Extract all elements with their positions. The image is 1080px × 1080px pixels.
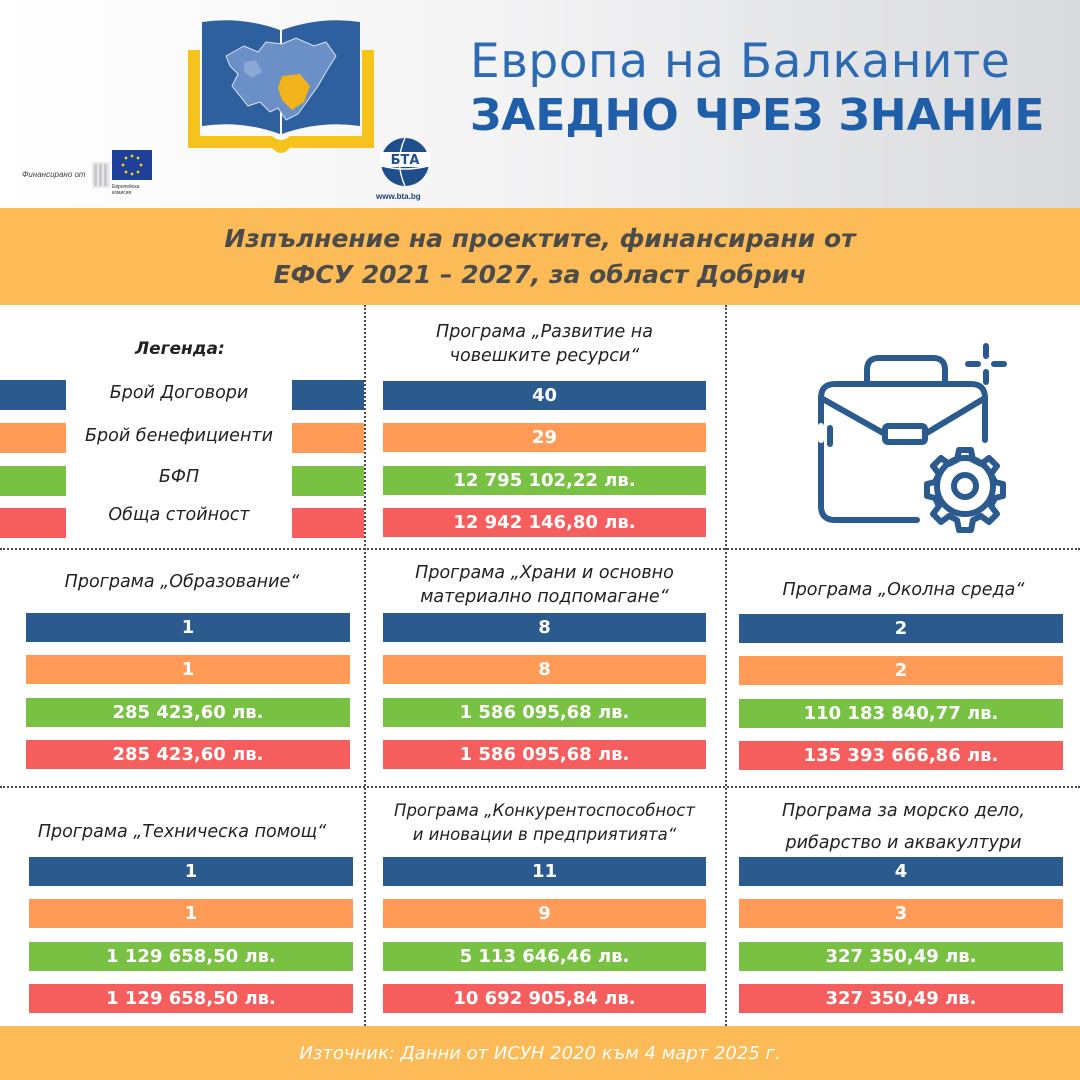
program-environment-bfp-bar: 110 183 840,77 лв. (739, 699, 1063, 728)
program-technical-bfp-bar: 1 129 658,50 лв. (29, 942, 353, 971)
legend-swatch-bfp (0, 466, 66, 496)
program-food-beneficiaries-bar: 8 (383, 655, 706, 684)
header-title: Европа на Балканите (470, 34, 1011, 89)
page-title-line2: ЕФСУ 2021 – 2027, за област Добрич (273, 259, 807, 289)
legend-label-beneficiaries: Брой бенефициенти (85, 426, 273, 446)
program-maritime-title-line2: рибарство и аквакултури (785, 833, 1022, 853)
program-technical-contracts-bar: 1 (29, 857, 353, 886)
bta-globe-icon (374, 136, 436, 188)
legend-swatch-beneficiaries (292, 423, 364, 453)
legend-swatch-contracts (0, 380, 66, 410)
legend-swatch-total (0, 508, 66, 538)
legend-swatch-bfp (292, 466, 364, 496)
program-hr-title-line1: Програма „Развитие на (436, 322, 653, 342)
row-divider (0, 786, 1080, 788)
program-environment-beneficiaries-bar: 2 (739, 656, 1063, 685)
legend-swatch-contracts (292, 380, 364, 410)
program-education-contracts-bar: 1 (26, 613, 350, 642)
book-europe-map-icon (186, 16, 376, 158)
program-competitiveness-bfp-bar: 5 113 646,46 лв. (383, 942, 706, 971)
header-subtitle: ЗАЕДНО ЧРЕЗ ЗНАНИЕ (470, 90, 1045, 141)
program-maritime-title (727, 795, 1080, 859)
column-divider (364, 305, 366, 1026)
program-maritime-total-bar: 327 350,49 лв. (739, 984, 1063, 1013)
program-technical-beneficiaries-bar: 1 (29, 899, 353, 928)
program-food-title (366, 561, 723, 609)
program-competitiveness-title-line2: и иновации в предприятията“ (412, 825, 677, 844)
page-title-line1: Изпълнение на проектите, финансирани от (224, 223, 856, 253)
program-hr-title-line2: човешките ресурси“ (449, 346, 640, 366)
bta-logo-text: БТА (390, 153, 420, 168)
program-maritime-contracts-bar: 4 (739, 857, 1063, 886)
program-technical-total-bar: 1 129 658,50 лв. (29, 984, 353, 1013)
program-technical-title-line1: Програма „Техническа помощ“ (37, 822, 327, 842)
page-title (0, 208, 1080, 305)
legend-label-total: Обща стойност (108, 505, 250, 525)
ec-logo-text: Европейска комисия (112, 184, 140, 196)
program-education-beneficiaries-bar: 1 (26, 655, 350, 684)
program-environment-total-bar: 135 393 666,86 лв. (739, 741, 1063, 770)
briefcase-gear-icon (805, 340, 1010, 535)
bta-url: www.bta.bg (376, 192, 421, 201)
program-hr-title (366, 320, 723, 368)
program-hr-bfp-bar: 12 795 102,22 лв. (383, 466, 706, 495)
header (0, 0, 1080, 208)
program-technical-title (0, 820, 364, 844)
program-food-title-line1: Програма „Храни и основно (415, 563, 674, 583)
program-competitiveness-title-line1: Програма „Конкурентоспособност (394, 801, 695, 820)
program-maritime-title-line1: Програма за морско дело, (782, 801, 1025, 821)
legend-label-bfp: БФП (158, 467, 200, 487)
program-environment-title (727, 578, 1080, 602)
program-competitiveness-contracts-bar: 11 (383, 857, 706, 886)
program-environment-title-line1: Програма „Околна среда“ (782, 580, 1025, 600)
program-maritime-bfp-bar: 327 350,49 лв. (739, 942, 1063, 971)
funded-by-label: Финансирано от (22, 170, 86, 179)
program-food-total-bar: 1 586 095,68 лв. (383, 740, 706, 769)
program-maritime-beneficiaries-bar: 3 (739, 899, 1063, 928)
program-competitiveness-total-bar: 10 692 905,84 лв. (383, 984, 706, 1013)
program-education-bfp-bar: 285 423,60 лв. (26, 698, 350, 727)
legend-swatch-total (292, 508, 364, 538)
program-hr-total-bar: 12 942 146,80 лв. (383, 508, 706, 537)
program-hr-contracts-bar: 40 (383, 381, 706, 410)
program-food-bfp-bar: 1 586 095,68 лв. (383, 698, 706, 727)
program-hr-beneficiaries-bar: 29 (383, 423, 706, 452)
footer (0, 1026, 1080, 1080)
program-education-total-bar: 285 423,60 лв. (26, 740, 350, 769)
program-competitiveness-title (366, 799, 723, 847)
program-education-title-line1: Програма „Образование“ (64, 572, 300, 592)
legend-title: Легенда: (135, 339, 225, 359)
program-competitiveness-beneficiaries-bar: 9 (383, 899, 706, 928)
program-environment-contracts-bar: 2 (739, 614, 1063, 643)
program-education-title (0, 570, 364, 594)
source-note: Източник: Данни от ИСУН 2020 към 4 март 2025 г. (299, 1042, 781, 1064)
program-food-title-line2: материално подпомагане“ (420, 587, 669, 607)
program-food-contracts-bar: 8 (383, 613, 706, 642)
row-divider (0, 548, 1080, 550)
legend-swatch-beneficiaries (0, 423, 66, 453)
legend-label-contracts: Брой Договори (109, 383, 249, 403)
column-divider (725, 305, 727, 1026)
